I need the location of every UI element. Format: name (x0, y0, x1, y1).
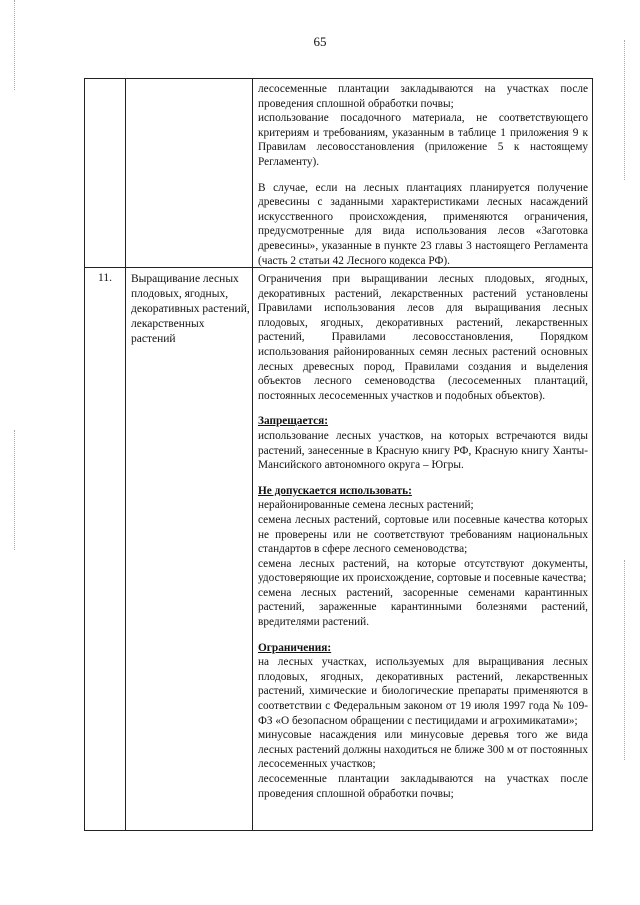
row-name: Выращивание лесных плодовых, ягодных, декоративных растений, лекарственных растений (131, 273, 250, 345)
page-number: 65 (313, 34, 327, 49)
list-item: семена лесных растений, на которые отсутствуют документы, удостоверяющие их происхождение, сортовые и посевные качества; (258, 557, 588, 585)
left-margin-mark (14, 0, 15, 90)
row-number: 11. (98, 272, 112, 284)
list-item: на лесных участках, используемых для выращивания лесных плодовых, ягодных, декоративных растений, лекарственных растений, химические и биологические препараты применяются в соответствии с Федеральным законом от 19 июля 1997 года № 109-ФЗ «О безопасном обращении с пестицидами и агрохимикатами»; (258, 656, 588, 727)
prohibited-heading: Запрещается: (258, 415, 329, 428)
row-11-text (258, 272, 588, 801)
right-margin-mark (624, 40, 625, 180)
right-margin-mark (624, 560, 625, 760)
list-item: семена лесных растений, сортовые или посевные качества которых не проверены или не соответствуют требованиям национальных стандартов в сфере лесного семеноводства; (258, 513, 588, 556)
intro-paragraph: Ограничения при выращивании лесных плодовых, ягодных, декоративных растений, лекарственных растений установлены Правилами использования лесов для выращивания лесных плодовых, ягодных, декоративных растений, лекарственных растений, Правилами лесовосстановления, Порядком использования районированных семян лесных растений основных лесных древесных пород, Правилами создания и выделения объектов лесного семеноводства (лесосеменных плантаций, постоянных лесосеменных участков и подобных объектов). (258, 273, 588, 402)
regulation-table (84, 78, 593, 831)
previous-row-text (258, 82, 588, 268)
left-margin-mark (14, 430, 15, 550)
paragraph: В случае, если на лесных плантациях планируется получение древесины с заданными характеристиками лесных насаждений искусственного происхождения, применяются ограничения, предусмотренные для вида использования лесов «Заготовка древесины», указанные в пункте 23 главы 3 настоящего Регламента (часть 2 статьи 42 Лесного кодекса РФ). (258, 181, 588, 267)
list-item: лесосеменные плантации закладываются на участках после проведения сплошной обработки почвы; (258, 773, 588, 800)
paragraph: использование посадочного материала, не соответствующего критериям и требованиям, указанным в таблице 1 приложения 9 к Правилам лесовосстановления (приложение 5 к настоящему Регламенту). (258, 112, 588, 168)
list-item: нерайонированные семена лесных растений; (258, 499, 474, 512)
paragraph: использование лесных участков, на которых встречаются виды растений, занесенные в Красную книгу РФ, Красную книгу Ханты-Мансийского автономного округа – Югры. (258, 429, 588, 472)
column-divider (252, 79, 253, 830)
restrictions-heading: Ограничения: (258, 641, 332, 654)
list-item: минусовые насаждения или минусовые деревья того же вида лесных растений должны находиться не ближе 300 м от постоянных лесосеменных участков; (258, 729, 588, 771)
column-divider (125, 79, 126, 830)
list-item: семена лесных растений, засоренные семенами карантинных растений, зараженные карантинными болезнями растений, вредителями растений. (258, 586, 588, 629)
paragraph: лесосеменные плантации закладываются на участках после проведения сплошной обработки почвы; (258, 83, 588, 110)
not-allowed-heading: Не допускается использовать: (258, 484, 412, 497)
